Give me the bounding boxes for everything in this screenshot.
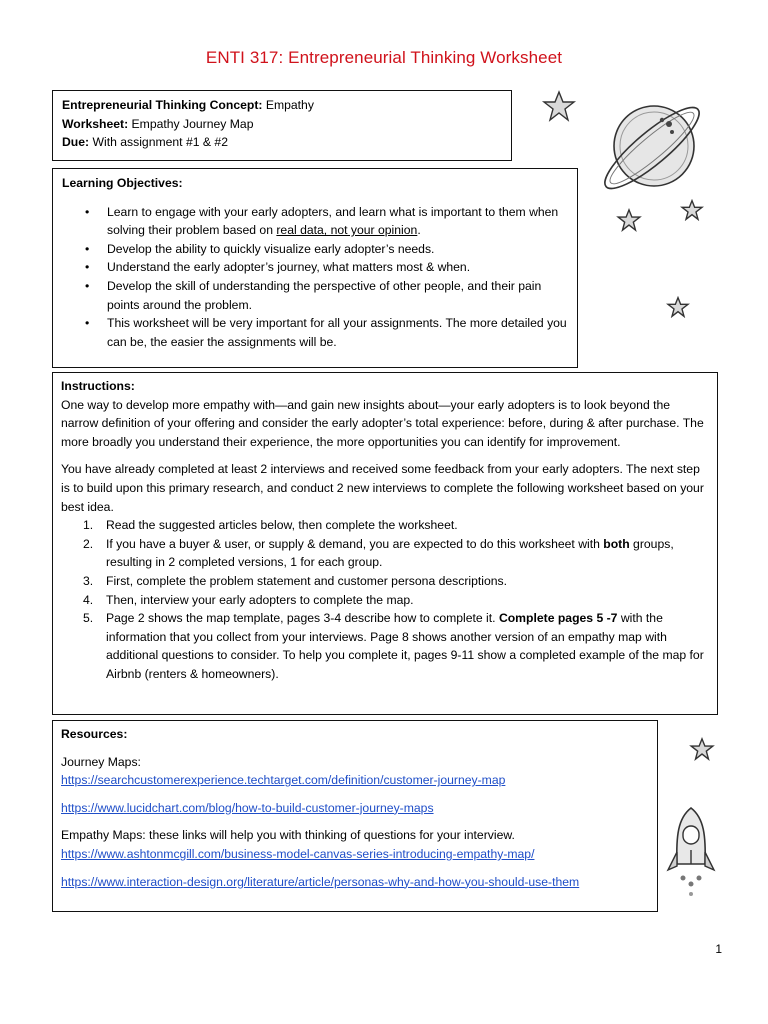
step-text: Read the suggested articles below, then complete the worksheet. xyxy=(106,518,458,533)
step-text: If you have a buyer & user, or supply & demand, you are expected to do this worksheet with xyxy=(106,536,604,551)
step-number: 1. xyxy=(83,518,94,533)
step-text: Page 2 shows the map template, pages 3-4 describe how to complete it. xyxy=(106,611,499,626)
list-item: • This worksheet will be very important for all your assignments. The more detailed you can be, the easier the assignments will be. xyxy=(107,314,568,351)
step-text: Then, interview your early adopters to complete the map. xyxy=(106,592,414,607)
concept-value: Empathy xyxy=(265,98,314,112)
list-item: • Develop the ability to quickly visualize early adopter’s needs. xyxy=(107,240,568,259)
instructions-steps xyxy=(61,516,709,683)
objective-emphasis: real data, not your opinion xyxy=(276,223,418,238)
list-item: • Develop the skill of understanding the perspective of other people, and their pain points around the problem. xyxy=(107,277,568,314)
instructions-heading: Instructions: xyxy=(61,379,135,393)
empathy-maps-label: Empathy Maps: these links will help you with thinking of questions for your interview. xyxy=(61,828,515,843)
due-value: With assignment #1 & #2 xyxy=(92,135,228,150)
page-number: 1 xyxy=(715,942,722,956)
persona-link-interaction-design[interactable]: https://www.interaction-design.org/literature/article/personas-why-and-how-you-should-use-them xyxy=(61,874,580,889)
resources-box xyxy=(52,720,658,912)
step-emphasis: both xyxy=(603,536,630,551)
worksheet-label: Worksheet: xyxy=(62,116,129,131)
list-item xyxy=(107,203,568,240)
star-doodle-icon xyxy=(616,208,642,232)
list-item xyxy=(83,535,709,572)
list-item xyxy=(83,572,709,591)
step-text-end: groups, resulting in 2 completed versions, 1 for each group. xyxy=(106,536,674,570)
star-doodle-icon xyxy=(680,199,704,221)
star-doodle-icon xyxy=(689,737,715,761)
instructions-box xyxy=(52,372,718,715)
list-item xyxy=(83,609,709,683)
worksheet-value: Empathy Journey Map xyxy=(131,116,254,131)
list-item xyxy=(83,516,709,535)
instructions-paragraph-1: One way to develop more empathy with—and gain new insights about—your early adopters is to look beyond the narrow definition of your offering and consider the early adopter’s total experience: before, during & after purchase. The more broadly you understand their experience, the more opportunities you can identify for improvement. xyxy=(61,397,704,449)
planet-doodle-icon xyxy=(592,90,710,210)
step-number: 5. xyxy=(83,611,94,626)
due-row xyxy=(62,133,502,152)
concept-row xyxy=(62,96,502,115)
page-title: ENTI 317: Entrepreneurial Thinking Worksheet xyxy=(205,48,563,67)
objective-text-end: . xyxy=(417,223,421,238)
step-emphasis: Complete pages 5 -7 xyxy=(498,611,618,626)
instructions-paragraph-2: You have already completed at least 2 interviews and received some feedback from your early adopters. The next step is to build upon this primary research, and conduct 2 new interviews to complete the following worksheet based on your best idea. xyxy=(61,462,704,514)
journey-maps-label: Journey Maps: xyxy=(61,754,141,769)
star-doodle-icon xyxy=(541,90,577,122)
resources-heading: Resources: xyxy=(61,727,128,741)
worksheet-row xyxy=(62,115,502,134)
journey-map-link-lucidchart[interactable]: https://www.lucidchart.com/blog/how-to-build-customer-journey-maps xyxy=(61,800,434,815)
concept-box xyxy=(52,90,512,161)
list-item: • Understand the early adopter’s journey, what matters most & when. xyxy=(107,258,568,277)
list-item xyxy=(83,591,709,610)
step-number: 2. xyxy=(83,536,94,551)
objective-text: Learn to engage with your early adopters, and learn what is important to them when solving their problem based on xyxy=(107,204,559,238)
empathy-map-link-ashtonmcgill[interactable]: https://www.ashtonmcgill.com/business-model-canvas-series-introducing-empathy-map/ xyxy=(61,846,535,861)
journey-map-link-techtarget[interactable]: https://searchcustomerexperience.techtarget.com/definition/customer-journey-map xyxy=(61,773,506,788)
step-text-end: with the information that you collect from your interviews. Page 8 shows another version of an empathy map with additional questions to consider. To help you complete it, pages 9-11 show a completed example of the map for Airbnb (renters & homeowners). xyxy=(106,611,704,681)
concept-label: Entrepreneurial Thinking Concept: xyxy=(62,98,263,112)
objectives-list xyxy=(62,203,568,352)
due-label: Due: xyxy=(62,135,90,150)
step-text: First, complete the problem statement and customer persona descriptions. xyxy=(106,573,508,588)
star-doodle-icon xyxy=(666,296,690,318)
learning-objectives-box xyxy=(52,168,578,368)
step-number: 4. xyxy=(83,592,94,607)
rocket-doodle-icon xyxy=(664,804,718,902)
step-number: 3. xyxy=(83,573,94,588)
objectives-heading: Learning Objectives: xyxy=(62,176,183,190)
